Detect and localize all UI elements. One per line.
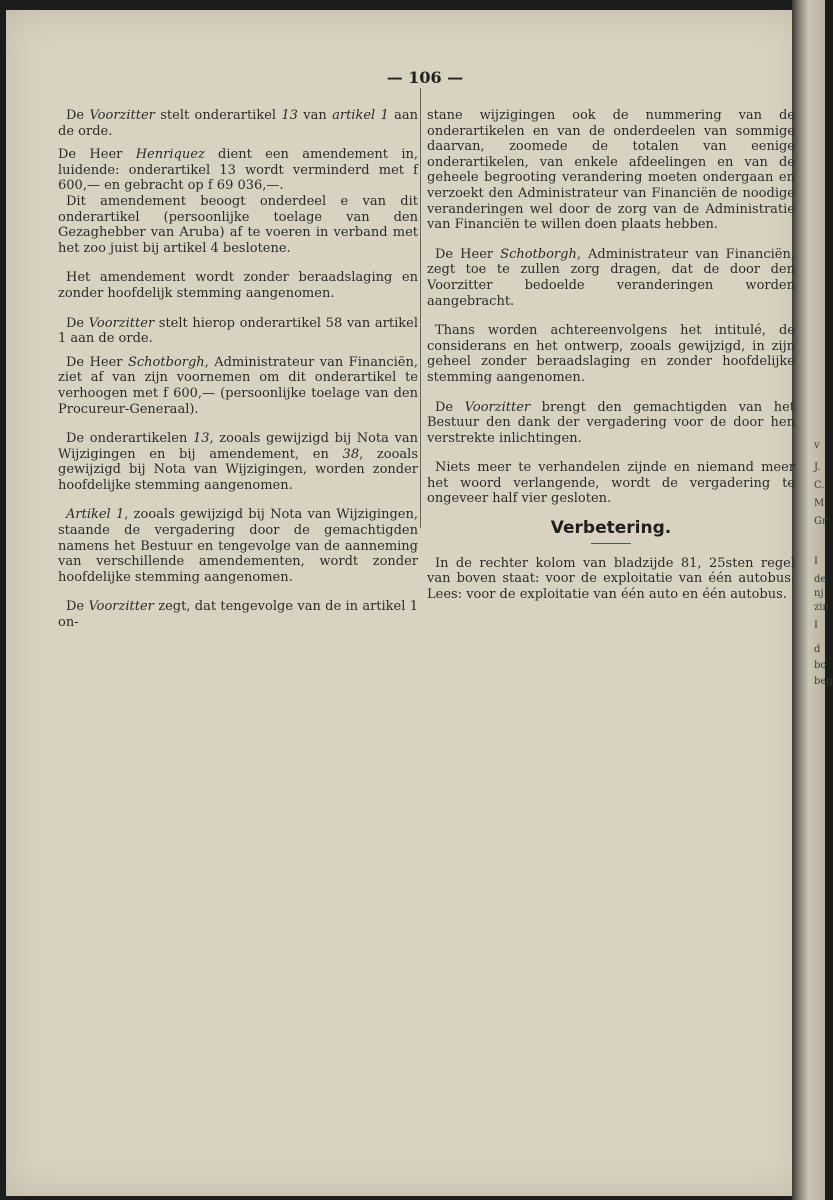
paragraph: De Voorzitter brengt den gemachtigden van het Bestuur den dank der vergadering voor de door hen verstrekte inlichtingen. (427, 399, 795, 446)
paragraph: De onderartikelen 13, zooals gewijzigd bij Nota van Wijzigingen en bij amendement, en 38, zooals gewijzigd bij Nota van Wijzigingen, worden zonder hoofdelijke stemming aangenomen. (58, 431, 419, 493)
spine-fragment: I (814, 556, 818, 567)
paragraph: De Heer Schotborgh, Administrateur van Financiën, zegt toe te zullen zorg dragen, dat de door den Voorzitter bedoelde veranderingen worden aangebracht. (427, 246, 795, 309)
paragraph: De Heer Schotborgh, Administrateur van Financiën, ziet af van zijn voornemen om dit onderartikel te verhoogen met f 600,— (persoonlijke toelage van den Procureur-Generaal). (58, 354, 418, 417)
paragraph: Artikel 1, zooals gewijzigd bij Nota van Wijzigingen, staande de vergadering door de gemachtigden namens het Bestuur en tengevolge van de aanneming van verschillende amendementen, wordt zonder hoofdelijke stemming aangenomen. (58, 507, 418, 585)
spine-fragment: de (814, 574, 827, 585)
spine-fragment: C. (814, 480, 825, 491)
spine-fragment: v (814, 440, 820, 451)
spine-fragment: zin (814, 602, 829, 613)
paragraph: Thans worden achtereenvolgens het intitulé, de considerans en het ontwerp, zooals gewijzigd, in zijn geheel zonder beraadslaging en zonder hoofdelijke stemming aangenomen. (427, 323, 795, 385)
paragraph: De Voorzitter stelt hierop onderartikel 58 van artikel 1 aan de orde. (58, 315, 418, 347)
spine-fragment: J. (814, 462, 821, 473)
left-column (58, 108, 418, 639)
section-heading: Verbetering. (550, 518, 672, 539)
spine-fragment: bo (814, 660, 827, 671)
paragraph: Het amendement wordt zonder beraadslaging en zonder hoofdelijk stemming aangenomen. (58, 270, 418, 301)
paragraph: stane wijzigingen ook de nummering van de onderartikelen en van de onderdeelen van sommige daarvan, zoomede de totalen van eenige onderartikelen, van enkele afdeelingen en van de geheele begrooting verandering moeten ondergaan en verzoekt den Administrateur van Financiën de noodige veranderingen wel door de zorg van de Administratie van Financiën te willen doen plaats hebben. (427, 108, 795, 233)
paragraph: De Heer Henriquez dient een amendement in, luidende: onderartikel 13 wordt verminderd met f 600,— en gebracht op f 69 036,—. (58, 147, 419, 194)
spine-fragment: d (814, 644, 821, 655)
paragraph: De Voorzitter stelt onderartikel 13 van artikel 1 aan de orde. (58, 108, 419, 139)
right-column (427, 108, 795, 610)
spine-fragment: M (814, 498, 825, 509)
heading-rule (591, 543, 631, 544)
paragraph: Niets meer te verhandelen zijnde en niemand meer het woord verlangende, wordt de vergadering te ongeveer half vier gesloten. (427, 460, 795, 507)
page-number: — 106 — (386, 68, 464, 87)
book-spine (792, 0, 825, 1200)
spine-fragment: I (814, 620, 818, 631)
paragraph: Dit amendement beoogt onderdeel e van dit onderartikel (persoonlijke toelage van den Gezaghebber van Aruba) af te voeren in verband met het zoo juist bij artikel 4 beslotene. (58, 193, 418, 256)
spine-fragment: nj (814, 588, 824, 599)
spine-fragment: beg (814, 676, 833, 687)
spine-fragment: Gr (814, 516, 827, 527)
column-divider (420, 88, 421, 528)
paragraph: De Voorzitter zegt, dat tengevolge van de in artikel 1 on- (58, 599, 419, 631)
paragraph: In de rechter kolom van bladzijde 81, 25sten regel van boven staat: voor de exploitatie van één autobus. Lees: voor de exploitatie van één auto en één autobus. (427, 555, 795, 602)
